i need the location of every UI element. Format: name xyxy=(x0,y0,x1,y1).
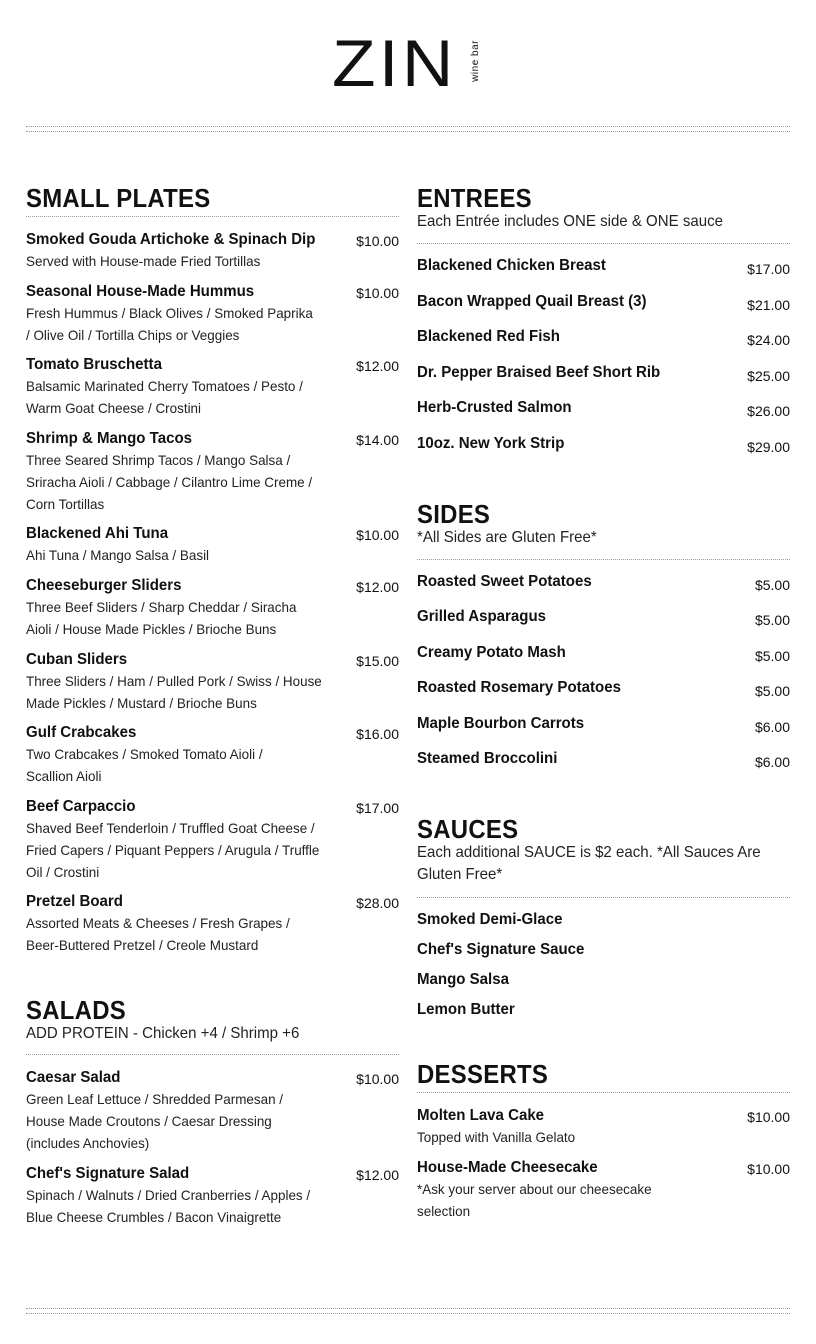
small-plates-heading: SMALL PLATES xyxy=(26,183,211,213)
item-price: $17.00 xyxy=(747,261,790,277)
item-price: $5.00 xyxy=(754,577,790,593)
menu-item: 10oz. New York Strip $29.00 xyxy=(417,435,790,455)
menu-item: Shrimp & Mango Tacos Three Seared Shrimp Tacos / Mango Salsa / Sriracha Aioli / Cabbage / Cilantro Lime Creme / Corn Tortillas $14.00 xyxy=(26,430,399,512)
menu-item: Herb-Crusted Salmon $26.00 xyxy=(417,399,790,419)
sides-divider xyxy=(417,559,790,560)
item-price: $12.00 xyxy=(356,579,399,595)
salads-heading: SALADS xyxy=(26,995,127,1025)
salads-note: ADD PROTEIN - Chicken +4 / Shrimp +6 xyxy=(26,1025,300,1042)
item-price: $10.00 xyxy=(356,285,399,301)
item-price: $12.00 xyxy=(356,358,399,374)
item-price: $14.00 xyxy=(356,432,399,448)
menu-item: House-Made Cheesecake *Ask your server about our cheesecake selection $10.00 xyxy=(417,1159,790,1219)
item-price: $24.00 xyxy=(747,332,790,348)
item-price: $25.00 xyxy=(747,368,790,384)
menu-item: Mango Salsa xyxy=(417,971,509,988)
item-price: $10.00 xyxy=(356,233,399,249)
menu-item: Lemon Butter xyxy=(417,1001,515,1018)
small-plates-divider xyxy=(26,216,399,217)
menu-item: Beef Carpaccio Shaved Beef Tenderloin / Truffled Goat Cheese / Fried Capers / Piquant Peppers / Arugula / Truffle Oil / Crostini $17.00 xyxy=(26,798,399,880)
menu-item: Roasted Sweet Potatoes $5.00 xyxy=(417,573,790,593)
menu-item: Creamy Potato Mash $5.00 xyxy=(417,644,790,664)
sauces-divider xyxy=(417,897,790,898)
menu-item: Smoked Gouda Artichoke & Spinach Dip Served with House-made Fried Tortillas $10.00 xyxy=(26,231,399,269)
menu-item: Steamed Broccolini $6.00 xyxy=(417,750,790,770)
menu-item: Chef's Signature Salad Spinach / Walnuts / Dried Cranberries / Apples / Blue Cheese Crumbles / Bacon Vinaigrette $12.00 xyxy=(26,1165,399,1225)
menu-item: Roasted Rosemary Potatoes $5.00 xyxy=(417,679,790,699)
zin-wine-bar-logo xyxy=(332,26,492,100)
item-price: $26.00 xyxy=(747,403,790,419)
menu-item: Seasonal House-Made Hummus Fresh Hummus / Black Olives / Smoked Paprika / Olive Oil / Tortilla Chips or Veggies $10.00 xyxy=(26,283,399,343)
menu-item: Blackened Ahi Tuna Ahi Tuna / Mango Salsa / Basil $10.00 xyxy=(26,525,399,563)
item-price: $15.00 xyxy=(356,653,399,669)
menu-item: Pretzel Board Assorted Meats & Cheeses / Fresh Grapes / Beer-Buttered Pretzel / Creole Mustard $28.00 xyxy=(26,893,399,953)
desserts-heading: DESSERTS xyxy=(417,1059,549,1089)
logo-wordmark: ZIN xyxy=(332,26,457,100)
menu-item: Tomato Bruschetta Balsamic Marinated Cherry Tomatoes / Pesto / Warm Goat Cheese / Crostini $12.00 xyxy=(26,356,399,416)
sides-note: *All Sides are Gluten Free* xyxy=(417,529,597,546)
menu-item: Gulf Crabcakes Two Crabcakes / Smoked Tomato Aioli / Scallion Aioli $16.00 xyxy=(26,724,399,784)
item-price: $21.00 xyxy=(747,297,790,313)
entrees-divider xyxy=(417,243,790,244)
menu-item: Maple Bourbon Carrots $6.00 xyxy=(417,715,790,735)
menu-item: Blackened Red Fish $24.00 xyxy=(417,328,790,348)
entrees-heading: ENTREES xyxy=(417,183,532,213)
item-price: $17.00 xyxy=(356,800,399,816)
menu-item: Blackened Chicken Breast $17.00 xyxy=(417,257,790,277)
sides-heading: SIDES xyxy=(417,499,491,529)
item-price: $5.00 xyxy=(754,648,790,664)
menu-item: Grilled Asparagus $5.00 xyxy=(417,608,790,628)
menu-item: Caesar Salad Green Leaf Lettuce / Shredded Parmesan / House Made Croutons / Caesar Dressing (includes Anchovies) $10.00 xyxy=(26,1069,399,1151)
item-price: $29.00 xyxy=(747,439,790,455)
item-price: $10.00 xyxy=(356,527,399,543)
logo-subtitle: wine bar xyxy=(470,40,481,82)
salads-divider xyxy=(26,1054,399,1055)
item-price: $5.00 xyxy=(754,683,790,699)
item-price: $28.00 xyxy=(356,895,399,911)
bottom-divider xyxy=(26,1308,790,1314)
menu-item: Cuban Sliders Three Sliders / Ham / Pulled Pork / Swiss / House Made Pickles / Mustard / Brioche Buns $15.00 xyxy=(26,651,399,711)
item-price: $6.00 xyxy=(754,754,790,770)
menu-item: Dr. Pepper Braised Beef Short Rib $25.00 xyxy=(417,364,790,384)
menu-item: Bacon Wrapped Quail Breast (3) $21.00 xyxy=(417,293,790,313)
desserts-divider xyxy=(417,1092,790,1093)
top-divider xyxy=(26,126,790,132)
item-price: $5.00 xyxy=(754,612,790,628)
sauces-heading: SAUCES xyxy=(417,814,519,844)
menu-item: Cheeseburger Sliders Three Beef Sliders / Sharp Cheddar / Siracha Aioli / House Made Pickles / Brioche Buns $12.00 xyxy=(26,577,399,637)
item-price: $12.00 xyxy=(356,1167,399,1183)
menu-item: Smoked Demi-Glace xyxy=(417,911,563,928)
menu-item: Chef's Signature Sauce xyxy=(417,941,585,958)
menu-item: Molten Lava Cake Topped with Vanilla Gelato $10.00 xyxy=(417,1107,790,1145)
item-price: $10.00 xyxy=(747,1161,790,1177)
entrees-note: Each Entrée includes ONE side & ONE sauce xyxy=(417,213,723,230)
item-price: $6.00 xyxy=(754,719,790,735)
item-price: $16.00 xyxy=(356,726,399,742)
sauces-note: Each additional SAUCE is $2 each. *All Sauces Are Gluten Free* xyxy=(417,844,761,883)
item-price: $10.00 xyxy=(747,1109,790,1125)
item-price: $10.00 xyxy=(356,1071,399,1087)
